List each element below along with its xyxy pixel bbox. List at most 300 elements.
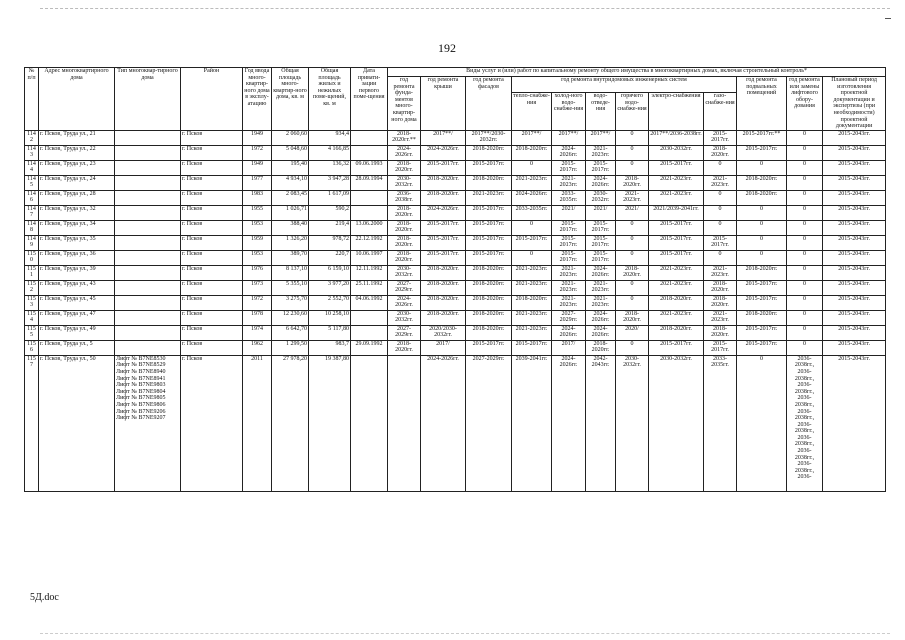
cell-address: г. Псков, Труда ул., 36 (39, 250, 115, 265)
cell-electric: 2015-2017гг. (649, 250, 704, 265)
cell-district: г. Псков (181, 160, 243, 175)
cell-basement: 2018-2020гг. (737, 265, 787, 280)
header-services: Виды услуг и (или) работ по капитальному ремонту общего имущества в многоквартирных домах, включая строительный контроль* (388, 68, 886, 77)
elevator-year-line: 2036- (797, 395, 812, 402)
cell-hot-water: 0 (616, 160, 649, 175)
table-row (25, 265, 886, 280)
cell-gas: 2015-2017гг. (704, 130, 737, 145)
cell-basement: 2015-2017гг.** (737, 130, 787, 145)
cell-facade: 2015-2017гг. (466, 250, 512, 265)
cell-drainage: 2021-2023гг. (586, 280, 616, 295)
cell-num: 1147 (25, 205, 39, 220)
elevator-year-line: 2036- (797, 448, 812, 455)
cell-gas: 0 (704, 205, 737, 220)
cell-gas: 2018-2020гг. (704, 280, 737, 295)
cell-electric: 2021-2023гг. (649, 280, 704, 295)
cell-electric: 2018-2020гг. (649, 325, 704, 340)
cell-year: 1959 (243, 235, 272, 250)
elevator-year-line: 2038гг., (794, 441, 815, 448)
cell-drainage: 2042-2043гг. (586, 355, 616, 491)
cell-type (115, 205, 181, 220)
cell-area-living: 19 387,80 (309, 355, 351, 491)
cell-plan: 2015-2043гг. (823, 310, 886, 325)
cell-elevator: 0 (787, 325, 823, 340)
cell-gas: 2018-2020гг. (704, 295, 737, 310)
cell-roof: 2015-2017гг. (421, 160, 466, 175)
cell-area-living: 1 617,09 (309, 190, 351, 205)
cell-cold-water: 2021/ (552, 205, 586, 220)
cell-gas: 0 (704, 190, 737, 205)
elevator-year-line: 2038гг., (794, 454, 815, 461)
cell-num: 1156 (25, 340, 39, 355)
table-row (25, 130, 886, 145)
cell-year: 1976 (243, 265, 272, 280)
cell-basement: 0 (737, 250, 787, 265)
cell-electric: 2021-2023гг. (649, 190, 704, 205)
cell-basement: 2015-2017гг. (737, 145, 787, 160)
cell-drainage: 2021-2023гг. (586, 295, 616, 310)
cell-plan: 2015-2043гг. (823, 175, 886, 190)
cell-hot-water: 0 (616, 295, 649, 310)
header-drainage: водо-отведе-ния (586, 93, 616, 131)
cell-area-total: 4 934,10 (272, 175, 309, 190)
cell-privat-date (351, 355, 388, 491)
cell-district: г. Псков (181, 190, 243, 205)
header-electric: электро-снабжения (649, 93, 704, 131)
cell-area-living: 934,4 (309, 130, 351, 145)
cell-area-total: 27 978,20 (272, 355, 309, 491)
cell-plan: 2015-2043гг. (823, 250, 886, 265)
cell-hot-water: 2018-2020гг. (616, 265, 649, 280)
cell-heat: 2039-2041гг. (512, 355, 552, 491)
header-area-total: Общая площадь много-квартир-ного дома, кв. м (272, 68, 309, 131)
table-row (25, 325, 886, 340)
cell-privat-date: 25.11.1992 (351, 280, 388, 295)
cell-cold-water: 2027-2029гг. (552, 310, 586, 325)
cell-electric: 2015-2017гг. (649, 235, 704, 250)
cell-year: 1983 (243, 190, 272, 205)
cell-basement: 0 (737, 235, 787, 250)
table-row (25, 250, 886, 265)
cell-address: г. Псков, Труда ул., 32 (39, 205, 115, 220)
cell-gas: 2015-2017гг. (704, 235, 737, 250)
cell-area-living: 10 258,10 (309, 310, 351, 325)
cell-hot-water: 0 (616, 250, 649, 265)
cell-facade: 2015-2017гг. (466, 160, 512, 175)
cell-basement: 0 (737, 355, 787, 491)
cell-num: 1148 (25, 220, 39, 235)
cell-area-total: 12 230,60 (272, 310, 309, 325)
elevator-year-line: 2038гг., (794, 401, 815, 408)
cell-plan: 2015-2043гг. (823, 340, 886, 355)
cell-heat: 0 (512, 250, 552, 265)
cell-gas: 2021-2023гг. (704, 265, 737, 280)
cell-type (115, 220, 181, 235)
cell-area-total: 389,70 (272, 250, 309, 265)
scan-edge-top (40, 8, 890, 9)
header-basement: год ремонта подвальных помещений (737, 77, 787, 131)
cell-num: 1152 (25, 280, 39, 295)
cell-district: г. Псков (181, 220, 243, 235)
cell-privat-date (351, 310, 388, 325)
cell-foundation: 2018-2020гг. (388, 160, 421, 175)
cell-address: г. Псков, Труда ул., 50 (39, 355, 115, 491)
cell-year: 1949 (243, 130, 272, 145)
cell-gas: 2033-2035гг. (704, 355, 737, 491)
cell-cold-water: 2021-2023гг. (552, 295, 586, 310)
cell-plan: 2015-2043гг. (823, 325, 886, 340)
cell-type (115, 310, 181, 325)
cell-facade: 2018-2020гг. (466, 325, 512, 340)
cell-foundation: 2030-2032гг. (388, 175, 421, 190)
cell-year: 1973 (243, 280, 272, 295)
cell-type (115, 280, 181, 295)
elevator-year-line: 2036- (797, 368, 812, 375)
cell-hot-water: 2020/ (616, 325, 649, 340)
table-row (25, 280, 886, 295)
elevator-year-line: 2038гг., (794, 362, 815, 369)
elevator-year-line: 2036- (797, 474, 812, 481)
cell-roof: 2018-2020гг. (421, 280, 466, 295)
cell-elevator: 0 (787, 250, 823, 265)
cell-hot-water: 0 (616, 220, 649, 235)
cell-hot-water: 2021/ (616, 205, 649, 220)
lift-entry: Лифт № В7NЕ8941 (116, 375, 166, 382)
lift-entry: Лифт № В7NЕ9806 (116, 401, 166, 408)
cell-foundation: 2036-2038гг. (388, 190, 421, 205)
cell-drainage: 2015-2017гг. (586, 250, 616, 265)
header-plan: Плановый период изготовления проектной документации и экспертизы (при необходимости) проектной документации (823, 77, 886, 131)
table-row (25, 295, 886, 310)
lift-entry: Лифт № В7NЕ8529 (116, 362, 166, 369)
cell-plan: 2015-2043гг. (823, 130, 886, 145)
cell-heat: 2021-2023гг. (512, 325, 552, 340)
cell-address: г. Псков, Труда ул., 45 (39, 295, 115, 310)
lift-entry: Лифт № В7NЕ8940 (116, 368, 166, 375)
lift-entry: Лифт № В7NЕ9804 (116, 388, 166, 395)
cell-district: г. Псков (181, 340, 243, 355)
cell-address: г. Псков, Труда ул., 39 (39, 265, 115, 280)
cell-heat: 2015-2017гг. (512, 340, 552, 355)
cell-cold-water: 2024-2026гг. (552, 355, 586, 491)
cell-address: г. Псков, Труда ул., 43 (39, 280, 115, 295)
cell-facade: 2018-2020гг. (466, 265, 512, 280)
page-number: 192 (438, 41, 456, 55)
cell-type (115, 160, 181, 175)
cell-address: г. Псков, Труда ул., 23 (39, 160, 115, 175)
cell-heat: 0 (512, 160, 552, 175)
cell-address: г. Псков, Труда ул., 22 (39, 145, 115, 160)
cell-elevator (787, 355, 823, 491)
cell-foundation: 2027-2029гг. (388, 280, 421, 295)
elevator-year-line: 2036- (797, 408, 812, 415)
cell-hot-water: 0 (616, 130, 649, 145)
table-body (25, 130, 886, 491)
cell-roof: 2024-2026гг. (421, 205, 466, 220)
cell-basement: 2018-2020гг. (737, 310, 787, 325)
cell-facade: 2015-2017гг. (466, 220, 512, 235)
cell-drainage: 2015-2017гг. (586, 160, 616, 175)
elevator-year-line: 2038гг., (794, 375, 815, 382)
cell-drainage: 2021/ (586, 205, 616, 220)
cell-area-living: 978,72 (309, 235, 351, 250)
cell-facade: 2015-2017гг. (466, 205, 512, 220)
cell-year: 1962 (243, 340, 272, 355)
cell-district: г. Псков (181, 145, 243, 160)
cell-address: г. Псков, Труда ул., 35 (39, 235, 115, 250)
table-row (25, 160, 886, 175)
header-cold-water: холод-ного водо-снабже-ния (552, 93, 586, 131)
cell-area-total: 388,40 (272, 220, 309, 235)
cell-facade: 2018-2020гг. (466, 175, 512, 190)
cell-foundation: 2018-2020гг. (388, 250, 421, 265)
cell-privat-date: 12.11.1992 (351, 265, 388, 280)
header-roof: год ремонта крыши (421, 77, 466, 131)
cell-cold-water: 2015-2017гг. (552, 160, 586, 175)
cell-type (115, 190, 181, 205)
cell-num: 1150 (25, 250, 39, 265)
cell-roof: 2018-2020гг. (421, 295, 466, 310)
cell-num: 1146 (25, 190, 39, 205)
cell-basement: 2018-2020гг. (737, 175, 787, 190)
cell-gas: 2018-2020гг. (704, 325, 737, 340)
cell-heat: 2033-2035гг. (512, 205, 552, 220)
cell-basement: 2015-2017гг. (737, 295, 787, 310)
cell-hot-water: 0 (616, 340, 649, 355)
cell-cold-water: 2017**/ (552, 130, 586, 145)
cell-hot-water: 0 (616, 280, 649, 295)
cell-roof: 2015-2017гг. (421, 235, 466, 250)
cell-num: 1155 (25, 325, 39, 340)
cell-cold-water: 2015-2017гг. (552, 235, 586, 250)
cell-elevator: 0 (787, 235, 823, 250)
cell-type (115, 130, 181, 145)
cell-hot-water: 2018-2020гг. (616, 175, 649, 190)
cell-heat: 2021-2023гг. (512, 310, 552, 325)
cell-gas: 2015-2017гг. (704, 340, 737, 355)
cell-area-living: 220,7 (309, 250, 351, 265)
cell-foundation: 2024-2026гг. (388, 145, 421, 160)
cell-type (115, 295, 181, 310)
cell-elevator: 0 (787, 340, 823, 355)
cell-elevator: 0 (787, 280, 823, 295)
cell-heat: 2021-2023гг. (512, 175, 552, 190)
cell-drainage: 2030-2032гг. (586, 190, 616, 205)
cell-roof: 2024-2026гг. (421, 145, 466, 160)
cell-area-living: 590,2 (309, 205, 351, 220)
cell-privat-date: 22.12.1992 (351, 235, 388, 250)
table-row (25, 220, 886, 235)
cell-elevator: 0 (787, 265, 823, 280)
cell-area-living: 136,32 (309, 160, 351, 175)
cell-facade: 2018-2020гг. (466, 295, 512, 310)
cell-gas: 0 (704, 220, 737, 235)
cell-address: г. Псков, Труда ул., 28 (39, 190, 115, 205)
cell-num: 1151 (25, 265, 39, 280)
cell-drainage: 2015-2017гг. (586, 235, 616, 250)
header-hot-water: горячего водо-снабже-ния (616, 93, 649, 131)
capital-repair-table (24, 67, 886, 492)
cell-foundation: 2030-2032гг. (388, 310, 421, 325)
cell-roof: 2015-2017гг. (421, 220, 466, 235)
header-internal-systems: год ремонта внутридомовых инженерных систем (512, 77, 737, 93)
cell-elevator: 0 (787, 295, 823, 310)
cell-num: 1143 (25, 145, 39, 160)
cell-address: г. Псков, Труда ул., 5 (39, 340, 115, 355)
cell-area-living: 4 166,85 (309, 145, 351, 160)
cell-electric: 2021-2023гг. (649, 310, 704, 325)
cell-type (115, 145, 181, 160)
lift-entry: Лифт № В7NЕ9206 (116, 408, 166, 415)
cell-area-total: 1 326,20 (272, 235, 309, 250)
cell-gas: 0 (704, 160, 737, 175)
cell-year: 1953 (243, 250, 272, 265)
cell-drainage: 2024-2026гг. (586, 175, 616, 190)
header-district: Район (181, 68, 243, 131)
cell-foundation: 2018-2020гг. (388, 205, 421, 220)
cell-elevator: 0 (787, 220, 823, 235)
cell-elevator: 0 (787, 205, 823, 220)
cell-foundation: 2018-2020гг. (388, 235, 421, 250)
lift-entry: Лифт № В7NЕ9207 (116, 415, 166, 422)
cell-area-total: 3 275,70 (272, 295, 309, 310)
cell-year: 1972 (243, 145, 272, 160)
cell-year: 1974 (243, 325, 272, 340)
cell-district: г. Псков (181, 250, 243, 265)
cell-year: 1953 (243, 220, 272, 235)
cell-cold-water: 2021-2023гг. (552, 175, 586, 190)
cell-plan: 2015-2043гг. (823, 355, 886, 491)
cell-heat: 2015-2017гг. (512, 235, 552, 250)
cell-hot-water: 0 (616, 145, 649, 160)
cell-num: 1154 (25, 310, 39, 325)
cell-address: г. Псков, Труда ул., 34 (39, 220, 115, 235)
cell-cold-water: 2024-2026гг. (552, 325, 586, 340)
cell-gas: 0 (704, 250, 737, 265)
elevator-year-line: 2036- (797, 434, 812, 441)
cell-num: 1145 (25, 175, 39, 190)
cell-plan: 2015-2043гг. (823, 160, 886, 175)
cell-area-total: 2 083,45 (272, 190, 309, 205)
cell-elevator: 0 (787, 190, 823, 205)
header-year: Год ввода много-квартир-ного дома в эксплу-атацию (243, 68, 272, 131)
cell-gas: 2018-2020гг. (704, 145, 737, 160)
elevator-year-line: 2038гг., (794, 467, 815, 474)
cell-roof: 2018-2020гг. (421, 190, 466, 205)
cell-district: г. Псков (181, 265, 243, 280)
cell-hot-water: 0 (616, 235, 649, 250)
cell-electric: 2015-2017гг. (649, 220, 704, 235)
cell-heat: 2018-2020гг. (512, 145, 552, 160)
cell-privat-date: 09.06.1993 (351, 160, 388, 175)
cell-type (115, 175, 181, 190)
scan-mark (885, 18, 891, 19)
table-row (25, 340, 886, 355)
cell-privat-date (351, 325, 388, 340)
cell-year: 1977 (243, 175, 272, 190)
cell-area-total: 1 299,50 (272, 340, 309, 355)
cell-cold-water: 2024-2026гг. (552, 145, 586, 160)
cell-drainage: 2017**/ (586, 130, 616, 145)
cell-facade: 2027-2029гг. (466, 355, 512, 491)
cell-heat: 2024-2026гг. (512, 190, 552, 205)
cell-type (115, 235, 181, 250)
table-row (25, 355, 886, 491)
cell-area-living: 3 977,20 (309, 280, 351, 295)
cell-drainage: 2021-2023гг. (586, 145, 616, 160)
cell-basement: 2015-2017гг. (737, 340, 787, 355)
cell-area-total: 5 355,10 (272, 280, 309, 295)
cell-foundation (388, 355, 421, 491)
cell-address: г. Псков, Труда ул., 21 (39, 130, 115, 145)
cell-area-total: 5 048,60 (272, 145, 309, 160)
cell-year: 1949 (243, 160, 272, 175)
cell-year: 1978 (243, 310, 272, 325)
cell-elevator: 0 (787, 145, 823, 160)
cell-facade: 2015-2017гг. (466, 235, 512, 250)
cell-basement: 2015-2017гг. (737, 325, 787, 340)
scan-edge-bottom (40, 633, 890, 634)
cell-district: г. Псков (181, 280, 243, 295)
cell-privat-date: 04.06.1992 (351, 295, 388, 310)
cell-address: г. Псков, Труда ул., 47 (39, 310, 115, 325)
cell-privat-date (351, 190, 388, 205)
lift-entry: Лифт № В7NЕ8530 (116, 355, 166, 362)
cell-district: г. Псков (181, 295, 243, 310)
cell-plan: 2015-2043гг. (823, 190, 886, 205)
cell-heat: 2017**/ (512, 130, 552, 145)
cell-district: г. Псков (181, 355, 243, 491)
table-row (25, 205, 886, 220)
cell-roof: 2020/2030-2032гг. (421, 325, 466, 340)
cell-area-total: 1 026,71 (272, 205, 309, 220)
cell-elevator: 0 (787, 130, 823, 145)
cell-facade: 2021-2023гг. (466, 190, 512, 205)
cell-facade: 2018-2020гг. (466, 145, 512, 160)
cell-type (115, 325, 181, 340)
cell-type (115, 250, 181, 265)
cell-privat-date: 28.09.1994 (351, 175, 388, 190)
cell-area-living: 6 159,10 (309, 265, 351, 280)
cell-plan: 2015-2043гг. (823, 265, 886, 280)
cell-elevator: 0 (787, 160, 823, 175)
table-row (25, 175, 886, 190)
elevator-year-line: 2036- (797, 355, 812, 362)
cell-roof: 2017**/ (421, 130, 466, 145)
cell-area-total: 195,40 (272, 160, 309, 175)
cell-roof: 2024-2026гг. (421, 355, 466, 491)
cell-year: 1972 (243, 295, 272, 310)
cell-heat: 2021-2023гг. (512, 265, 552, 280)
elevator-year-line: 2038гг., (794, 415, 815, 422)
header-num: № п/п (25, 68, 39, 131)
cell-district: г. Псков (181, 130, 243, 145)
cell-privat-date (351, 130, 388, 145)
cell-gas: 2021-2023гг. (704, 175, 737, 190)
cell-plan: 2015-2043гг. (823, 205, 886, 220)
cell-drainage: 2024-2026гг. (586, 310, 616, 325)
cell-num: 1157 (25, 355, 39, 491)
cell-area-living: 983,7 (309, 340, 351, 355)
cell-district: г. Псков (181, 310, 243, 325)
cell-electric: 2021-2023гг. (649, 265, 704, 280)
cell-heat: 2018-2020гг. (512, 295, 552, 310)
cell-lift-list (115, 355, 181, 491)
cell-electric: 2017**/2036-2038гг. (649, 130, 704, 145)
cell-hot-water: 2021-2023гг. (616, 190, 649, 205)
elevator-year-line: 2036- (797, 461, 812, 468)
header-foundation: год ремонта фунда-ментов много-квартир-ного дома (388, 77, 421, 131)
